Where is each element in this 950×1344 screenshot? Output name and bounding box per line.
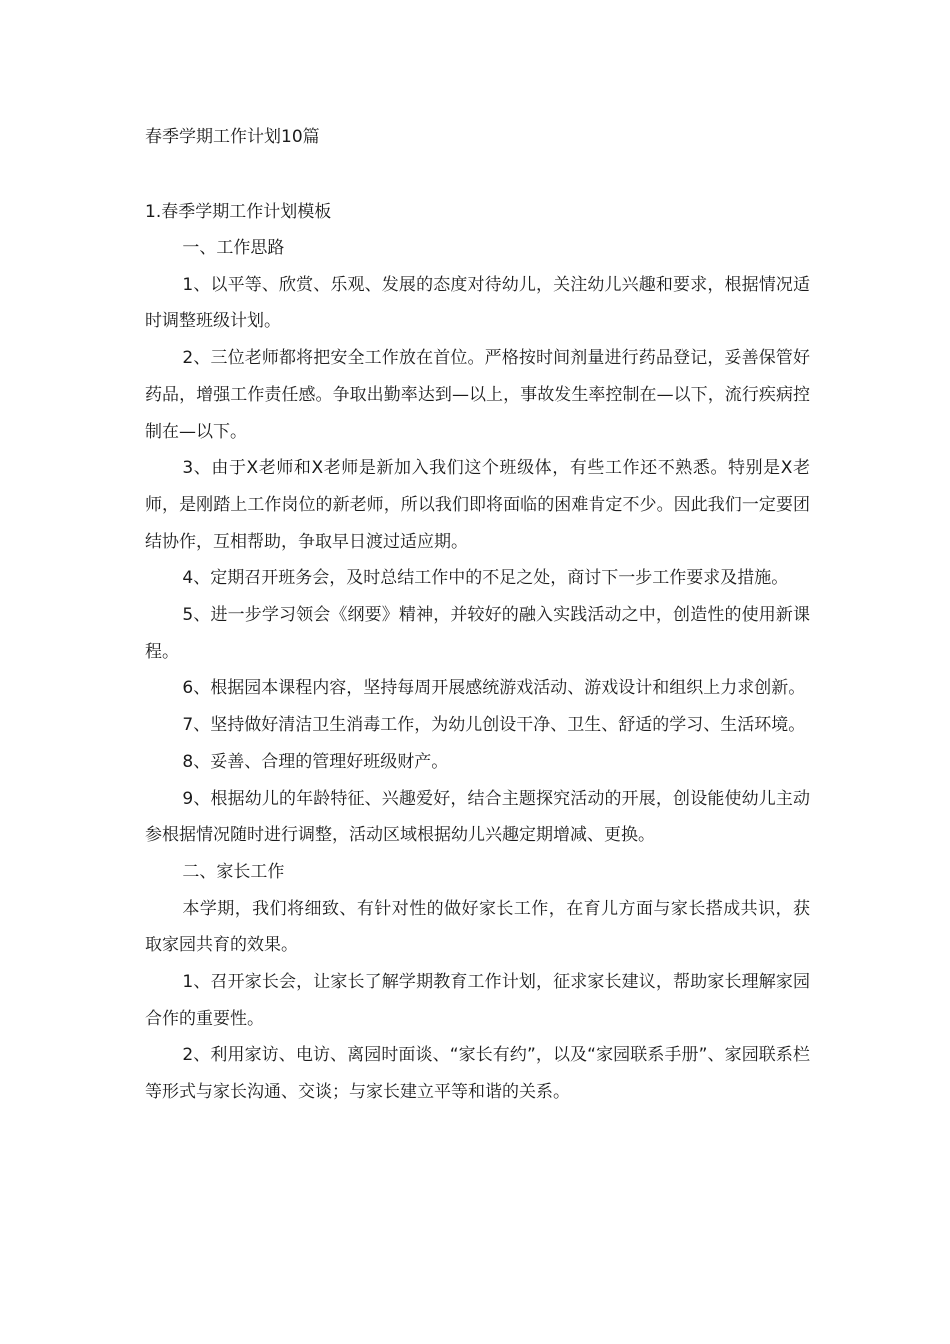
paragraph: 1、召开家长会，让家长了解学期教育工作计划，征求家长建议，帮助家长理解家园合作的重要性。 [145,972,810,1029]
paragraph: 1、以平等、欣赏、乐观、发展的态度对待幼儿，关注幼儿兴趣和要求，根据情况适时调整班级计划。 [145,274,810,332]
paragraph: 3、由于X老师和X老师是新加入我们这个班级体，有些工作还不熟悉。特别是X老师，是刚踏上工作岗位的新老师，所以我们即将面临的困难肯定不少。因此我们一定要团结协作，互相帮助，争取早日渡过适应期。 [145,458,810,552]
paragraph: 5、进一步学习领会《纲要》精神，并较好的融入实践活动之中，创造性的使用新课程。 [145,605,810,662]
paragraph: 9、根据幼儿的年龄特征、兴趣爱好，结合主题探究活动的开展，创设能使幼儿主动参根据情况随时进行调整，活动区域根据幼儿兴趣定期增减、更换。 [145,788,810,846]
paragraph: 8、妥善、合理的管理好班级财产。 [182,751,449,772]
paragraph: 本学期，我们将细致、有针对性的做好家长工作，在育儿方面与家长搭成共识，获取家园共育的效果。 [145,898,810,956]
paragraph: 7、坚持做好清洁卫生消毒工作，为幼儿创设干净、卫生、舒适的学习、生活环境。 [182,715,806,736]
heading-work-ideas: 一、工作思路 [182,238,285,258]
paragraph: 4、定期召开班务会，及时总结工作中的不足之处，商讨下一步工作要求及措施。 [182,568,789,589]
section-title: 1.春季学期工作计划模板 [145,202,332,222]
paragraph: 6、根据园本课程内容，坚持每周开展感统游戏活动、游戏设计和组织上力求创新。 [182,678,806,699]
paragraph: 2、利用家访、电访、离园时面谈、“家长有约”，以及“家园联系手册”、家园联系栏等形式与家长沟通、交谈；与家长建立平等和谐的关系。 [145,1045,810,1103]
document-body [145,230,810,1111]
paragraph: 2、三位老师都将把安全工作放在首位。严格按时间剂量进行药品登记，妥善保管好药品，增强工作责任感。争取出勤率达到—以上，事故发生率控制在—以下，流行疾病控制在—以下。 [145,348,810,442]
document-title: 春季学期工作计划10篇 [145,127,320,147]
heading-parent-work: 二、家长工作 [182,861,285,882]
